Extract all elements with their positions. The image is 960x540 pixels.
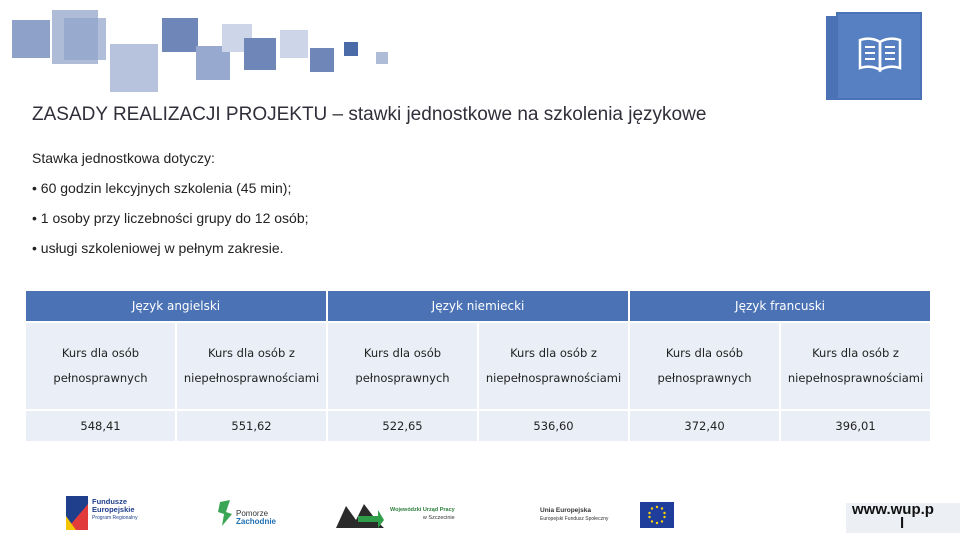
eu-flag-icon <box>640 502 674 528</box>
bullet-item: • 1 osoby przy liczebności grupy do 12 osób; <box>32 210 309 226</box>
rate-cell: 548,41 <box>26 411 175 441</box>
page-title: ZASADY REALIZACJI PROJEKTU – stawki jednostkowe na szkolenia językowe <box>32 104 707 125</box>
rate-cell: 522,65 <box>328 411 477 441</box>
fundusze-europejskie-logo: Fundusze Europejskie Program Regionalny <box>66 496 156 532</box>
rate-cell: 536,60 <box>479 411 628 441</box>
url-text-line2: l <box>900 515 905 532</box>
book-icon-badge <box>826 16 908 100</box>
language-header-french: Język francuski <box>630 291 930 323</box>
footer-logos <box>0 490 960 540</box>
language-header-german: Język niemiecki <box>328 291 628 323</box>
rates-table <box>24 291 932 441</box>
website-url[interactable] <box>846 503 960 533</box>
column-header-disabled: Kurs dla osób z niepełnosprawnościami <box>479 323 628 411</box>
rate-cell: 372,40 <box>630 411 779 441</box>
column-header-disabled: Kurs dla osób z niepełnosprawnościami <box>177 323 326 411</box>
intro-block <box>32 150 309 270</box>
bullet-item: • 60 godzin lekcyjnych szkolenia (45 min); <box>32 180 292 196</box>
rate-cell: 396,01 <box>781 411 930 441</box>
open-book-icon <box>856 34 904 74</box>
language-header-english: Język angielski <box>26 291 326 323</box>
url-text-line1: www.wup.p <box>852 503 934 518</box>
bullet-item: • usługi szkoleniowej w pełnym zakresie. <box>32 240 284 256</box>
pomorze-zachodnie-logo: Pomorze Zachodnie <box>216 498 286 532</box>
unia-europejska-logo: Unia Europejska Europejski Fundusz Społeczny <box>540 502 674 530</box>
column-header-able: Kurs dla osób pełnosprawnych <box>26 323 175 411</box>
rate-cell: 551,62 <box>177 411 326 441</box>
column-header-able: Kurs dla osób pełnosprawnych <box>328 323 477 411</box>
column-header-disabled: Kurs dla osób z niepełnosprawnościami <box>781 323 930 411</box>
column-header-able: Kurs dla osób pełnosprawnych <box>630 323 779 411</box>
wup-szczecin-logo: Wojewódzki Urząd Pracy w Szczecinie <box>336 500 486 530</box>
intro-text: Stawka jednostkowa dotyczy: <box>32 150 215 166</box>
